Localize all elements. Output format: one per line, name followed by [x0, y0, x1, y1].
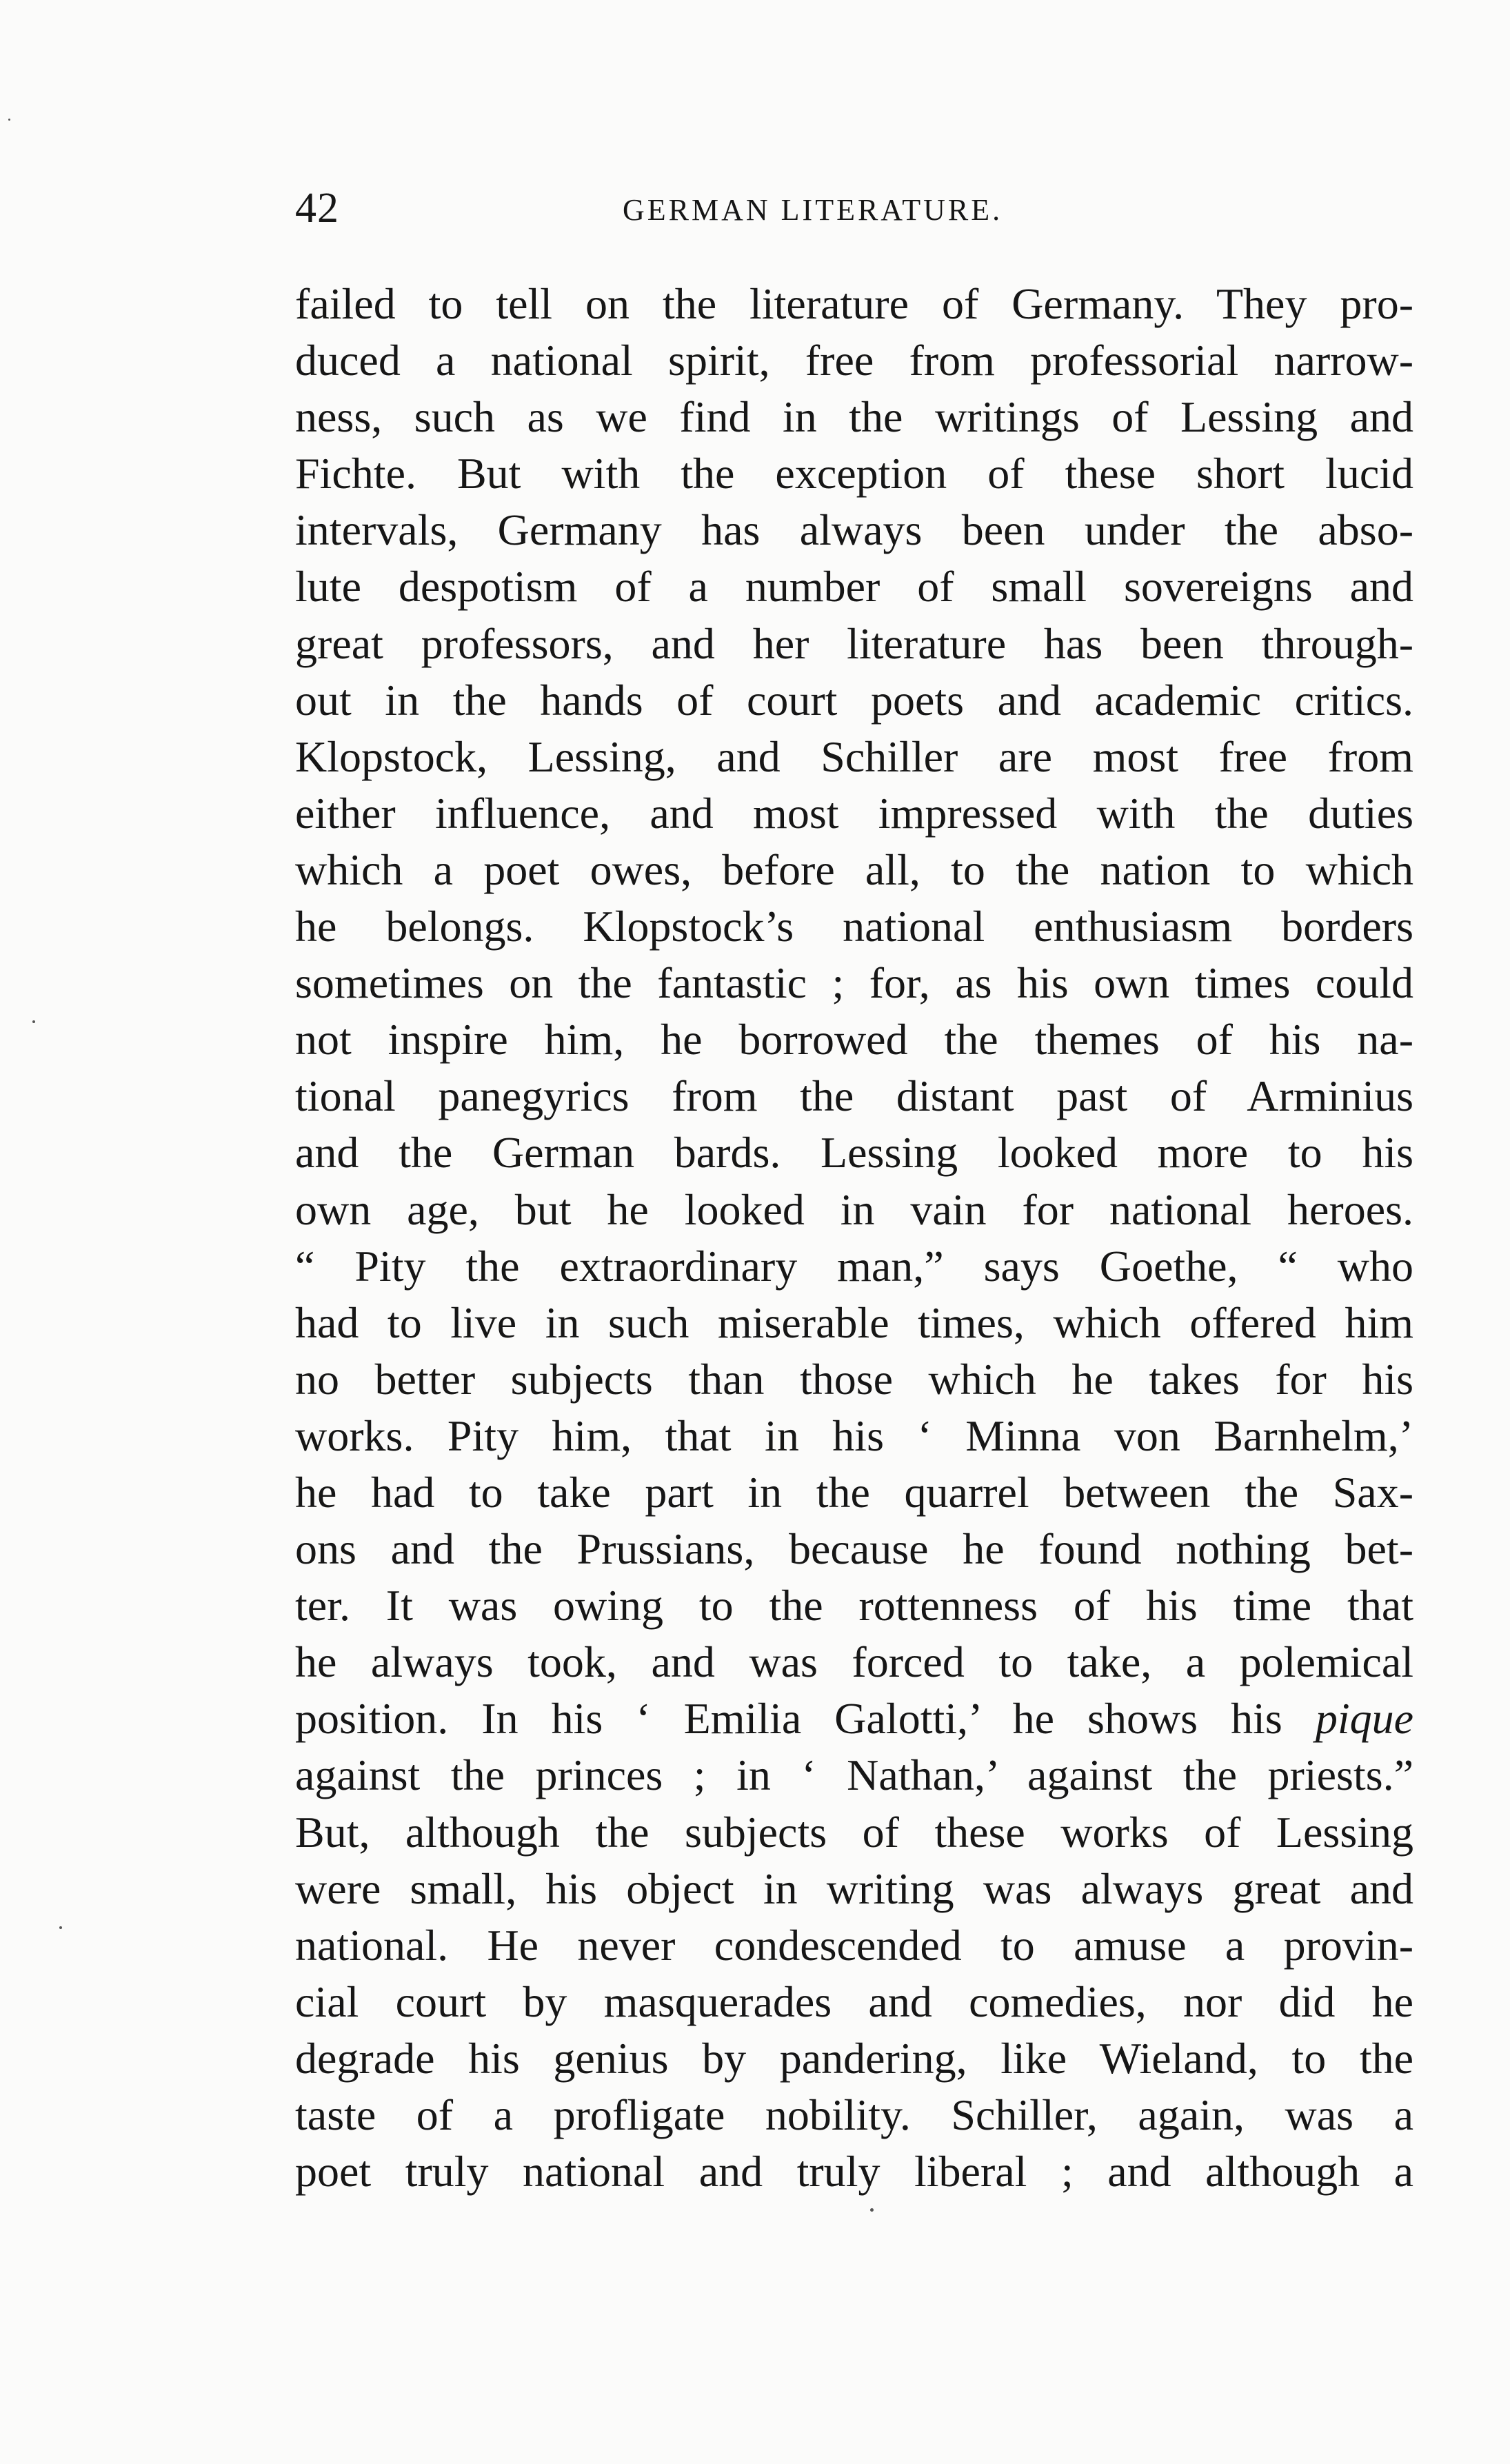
text-line: duced a national spirit, free from professorial narrow- [295, 336, 1413, 385]
paper-speck [8, 119, 10, 121]
text-line: failed to tell on the literature of Germany. They pro- [295, 279, 1413, 328]
text-line: out in the hands of court poets and academic critics. [295, 675, 1413, 725]
text-line: ter. It was owing to the rottenness of his time that [295, 1581, 1413, 1630]
text-line: he always took, and was forced to take, a polemical [295, 1637, 1413, 1687]
text-line: cial court by masquerades and comedies, nor did he [295, 1977, 1413, 2026]
text-line: tional panegyrics from the distant past of Arminius [295, 1071, 1413, 1121]
paper-speck [59, 1926, 62, 1929]
text-line: were small, his object in writing was always great and [295, 1864, 1413, 1913]
text-line: he belongs. Klopstock’s national enthusiasm borders [295, 902, 1413, 951]
text-line: against the princes ; in ‘ Nathan,’ against the priests.” [295, 1750, 1413, 1800]
text-line: works. Pity him, that in his ‘ Minna von Barnhelm,’ [295, 1411, 1413, 1460]
text-line: great professors, and her literature has been through- [295, 618, 1413, 668]
text-line: intervals, Germany has always been under the abso- [295, 505, 1413, 555]
text-line: Klopstock, Lessing, and Schiller are most free from [295, 731, 1413, 781]
text-line: no better subjects than those which he takes for his [295, 1354, 1413, 1404]
text-line: and the German bards. Lessing looked more to his [295, 1128, 1413, 1178]
text-line: either influence, and most impressed with the duties [295, 788, 1413, 838]
text-line-with-italic [295, 1690, 1413, 1747]
text-line: degrade his genius by pandering, like Wieland, to the [295, 2033, 1413, 2083]
text-line: own age, but he looked in vain for national heroes. [295, 1184, 1413, 1234]
text-line: poet truly national and truly liberal ; and although a [295, 2147, 1413, 2197]
italic-word: pique [1315, 1694, 1414, 1744]
page-header [295, 181, 1412, 236]
text-line: “ Pity the extraordinary man,” says Goethe, “ who [295, 1241, 1413, 1291]
text-line: lute despotism of a number of small sovereigns and [295, 562, 1413, 612]
text-line: Fichte. But with the exception of these short lucid [295, 449, 1413, 498]
text-line: not inspire him, he borrowed the themes of his na- [295, 1015, 1413, 1064]
text-line: But, although the subjects of these works of Lessing [295, 1807, 1413, 1857]
text-line: sometimes on the fantastic ; for, as his own times could [295, 958, 1413, 1008]
text-line: ness, such as we find in the writings of Lessing and [295, 392, 1413, 442]
text-line: which a poet owes, before all, to the nation to which [295, 845, 1413, 894]
body-text [295, 276, 1413, 2200]
paper-speck [32, 1020, 35, 1023]
text-line: ons and the Prussians, because he found nothing bet- [295, 1524, 1413, 1574]
text-line-start: position. In his ‘ Emilia Galotti,’ he shows his [295, 1694, 1282, 1744]
running-title: GERMAN LITERATURE. [623, 193, 1003, 227]
paper-speck [870, 2208, 874, 2212]
page-number: 42 [295, 185, 339, 232]
text-line: had to live in such miserable times, which offered him [295, 1297, 1413, 1347]
text-line: national. He never condescended to amuse a provin- [295, 1920, 1413, 1970]
text-line: he had to take part in the quarrel between the Sax- [295, 1467, 1413, 1517]
text-line: taste of a profligate nobility. Schiller, again, was a [295, 2090, 1413, 2139]
